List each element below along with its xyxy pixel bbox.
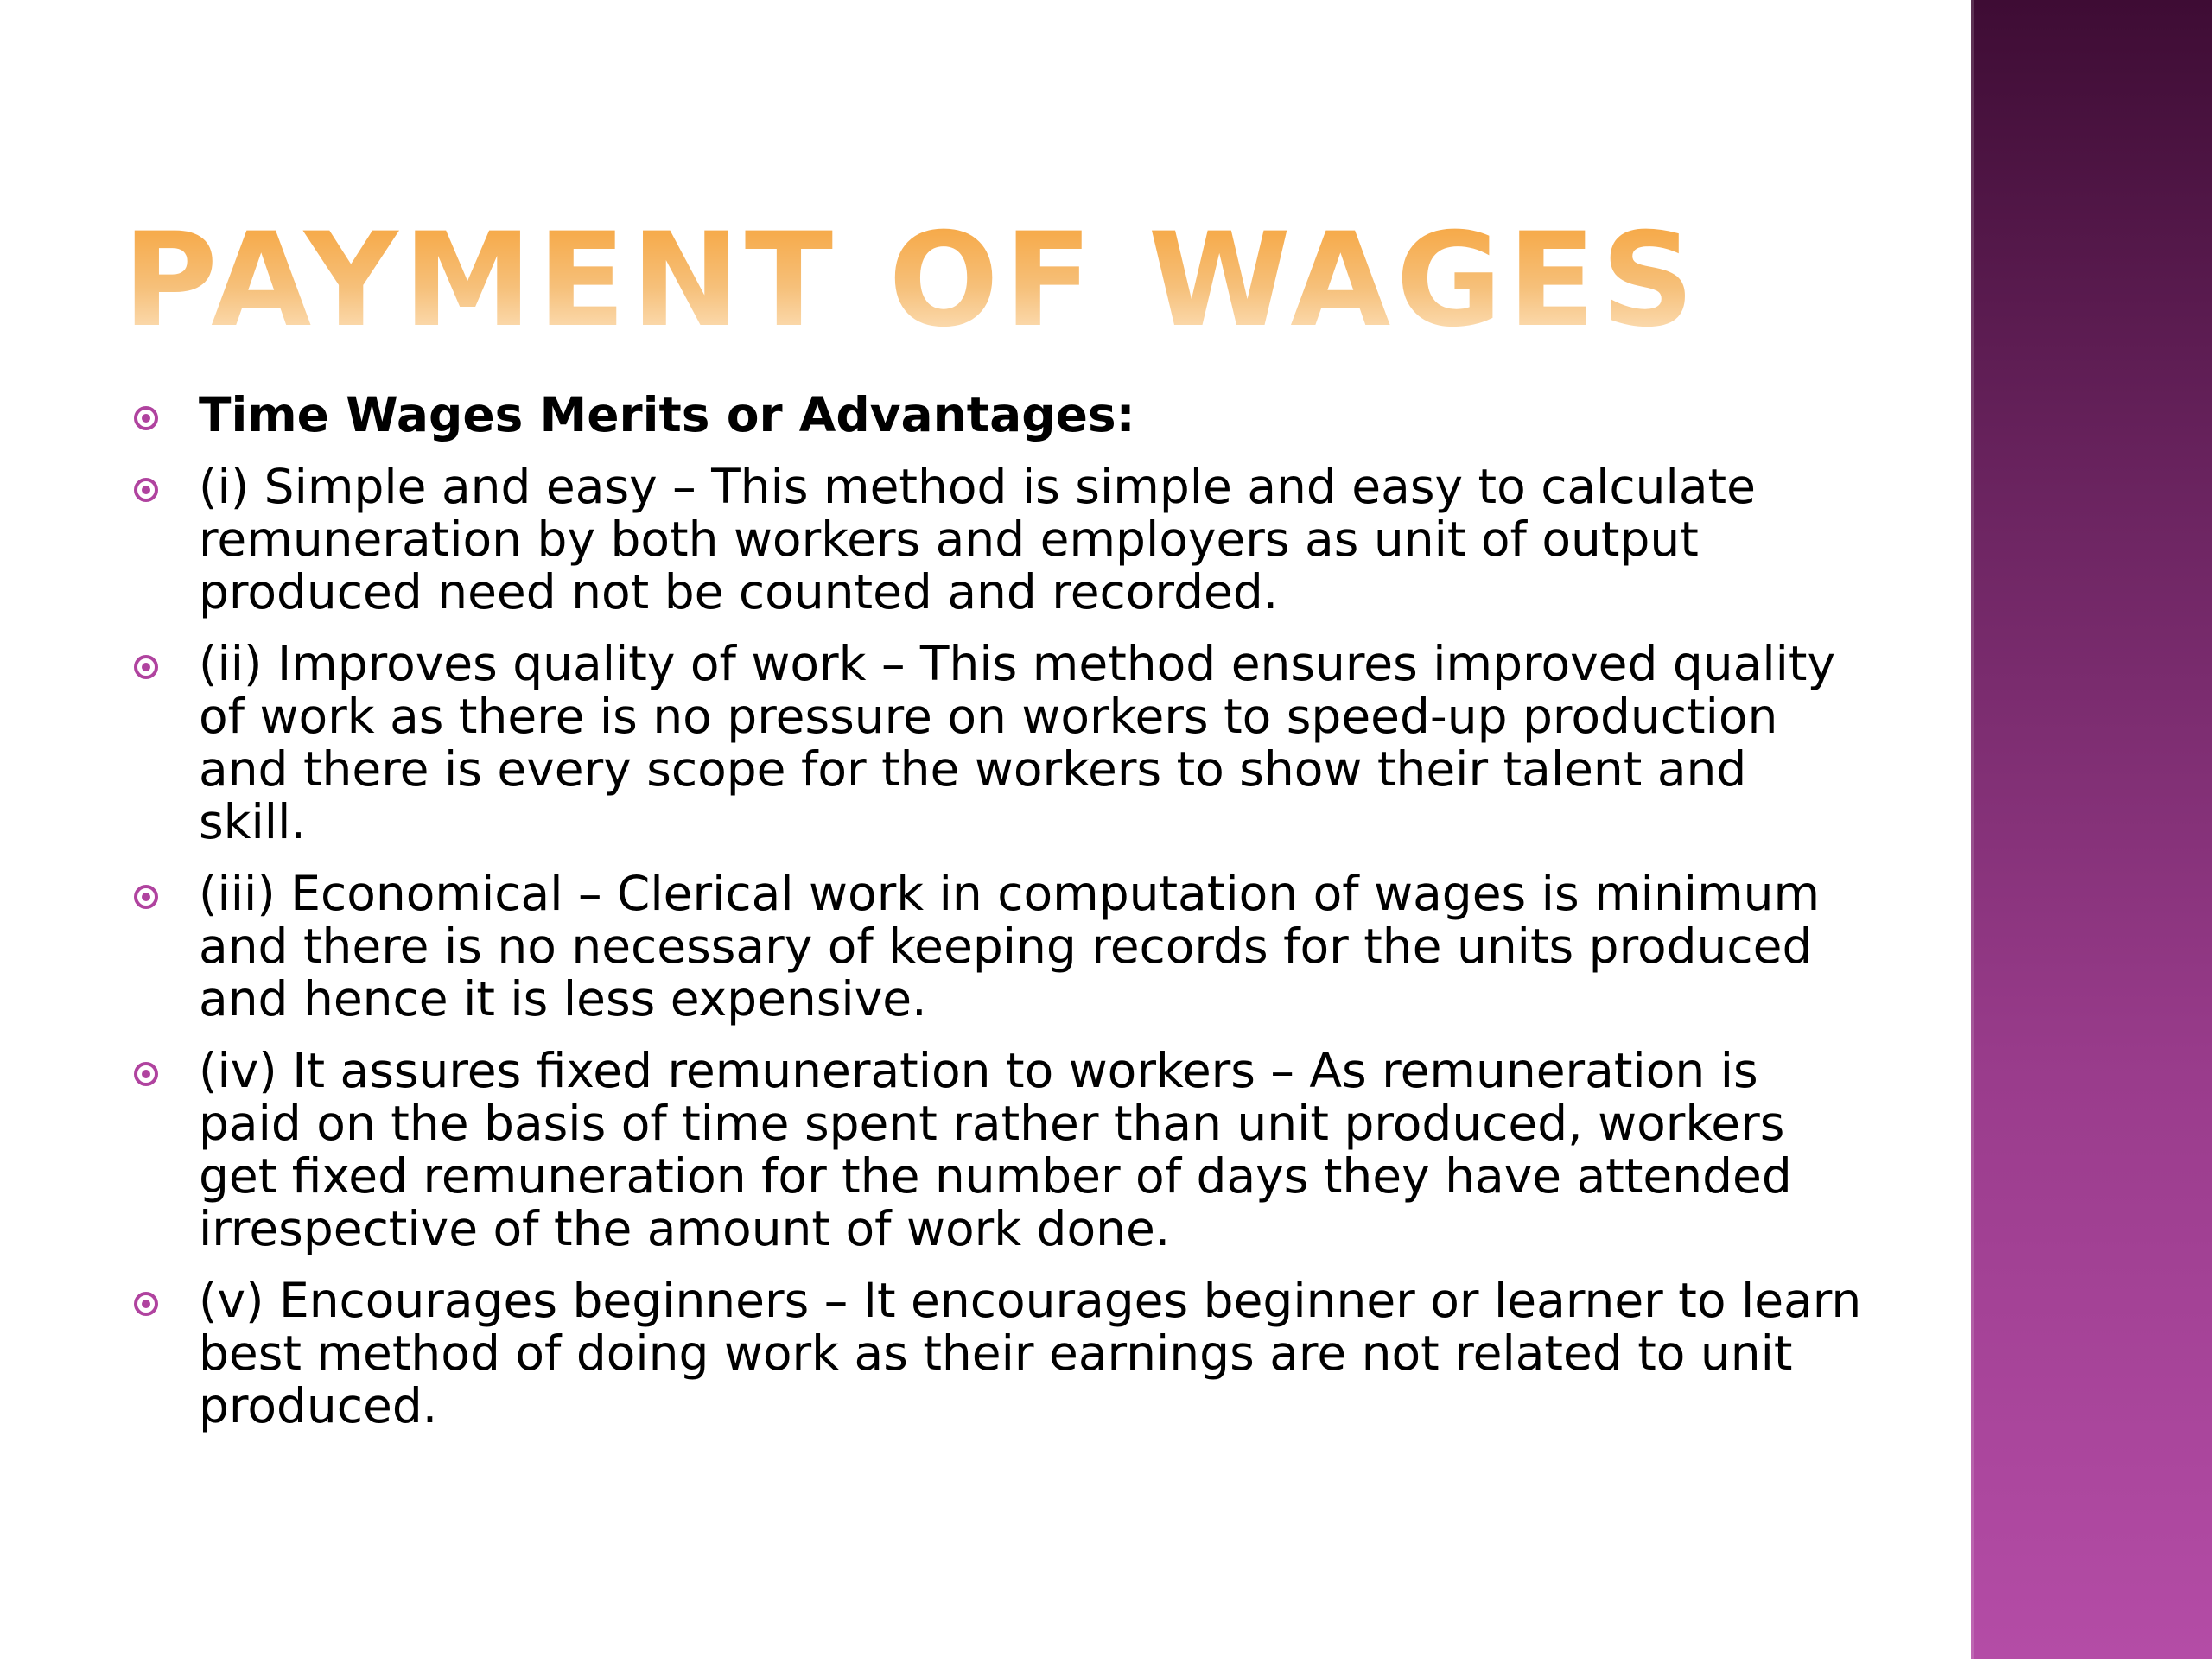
circled-dot-bullet-icon [134,655,158,679]
slide-title: PAYMENT OF WAGES [123,206,1700,356]
bullet-text: (ii) Improves quality of work – This method ensures improved quality of work as there is no pressure on workers to speed-up production and there is every scope for the workers to show their talent and skill. [199,636,1836,849]
circled-dot-bullet-icon [134,406,158,430]
circled-dot-bullet-icon [134,1292,158,1316]
bullet-list [134,389,1862,1452]
bullet-item [134,1045,1862,1255]
bullet-text: (iv) It assures fixed remuneration to workers – As remuneration is paid on the basis of time spent rather than unit produced, workers get fixed remuneration for the number of days they have attended irrespective of the amount of work done. [199,1043,1792,1256]
bullet-text: (i) Simple and easy – This method is simple and easy to calculate remuneration by both workers and employers as unit of output produced need not be counted and recorded. [199,459,1756,620]
bullet-text: Time Wages Merits or Advantages: [199,387,1135,442]
bullet-text: (v) Encourages beginners – It encourages beginner or learner to learn best method of doing work as their earnings are not related to unit produced. [199,1273,1862,1433]
circled-dot-bullet-icon [134,885,158,909]
decorative-side-band [1971,0,2212,1659]
bullet-item [134,868,1862,1026]
bullet-item [134,1274,1862,1433]
bullet-item [134,638,1862,849]
bullet-text: (iii) Economical – Clerical work in computation of wages is minimum and there is no necessary of keeping records for the units produced and hence it is less expensive. [199,866,1821,1027]
circled-dot-bullet-icon [134,478,158,502]
bullet-item [134,389,1862,442]
bullet-item [134,461,1862,619]
circled-dot-bullet-icon [134,1062,158,1086]
